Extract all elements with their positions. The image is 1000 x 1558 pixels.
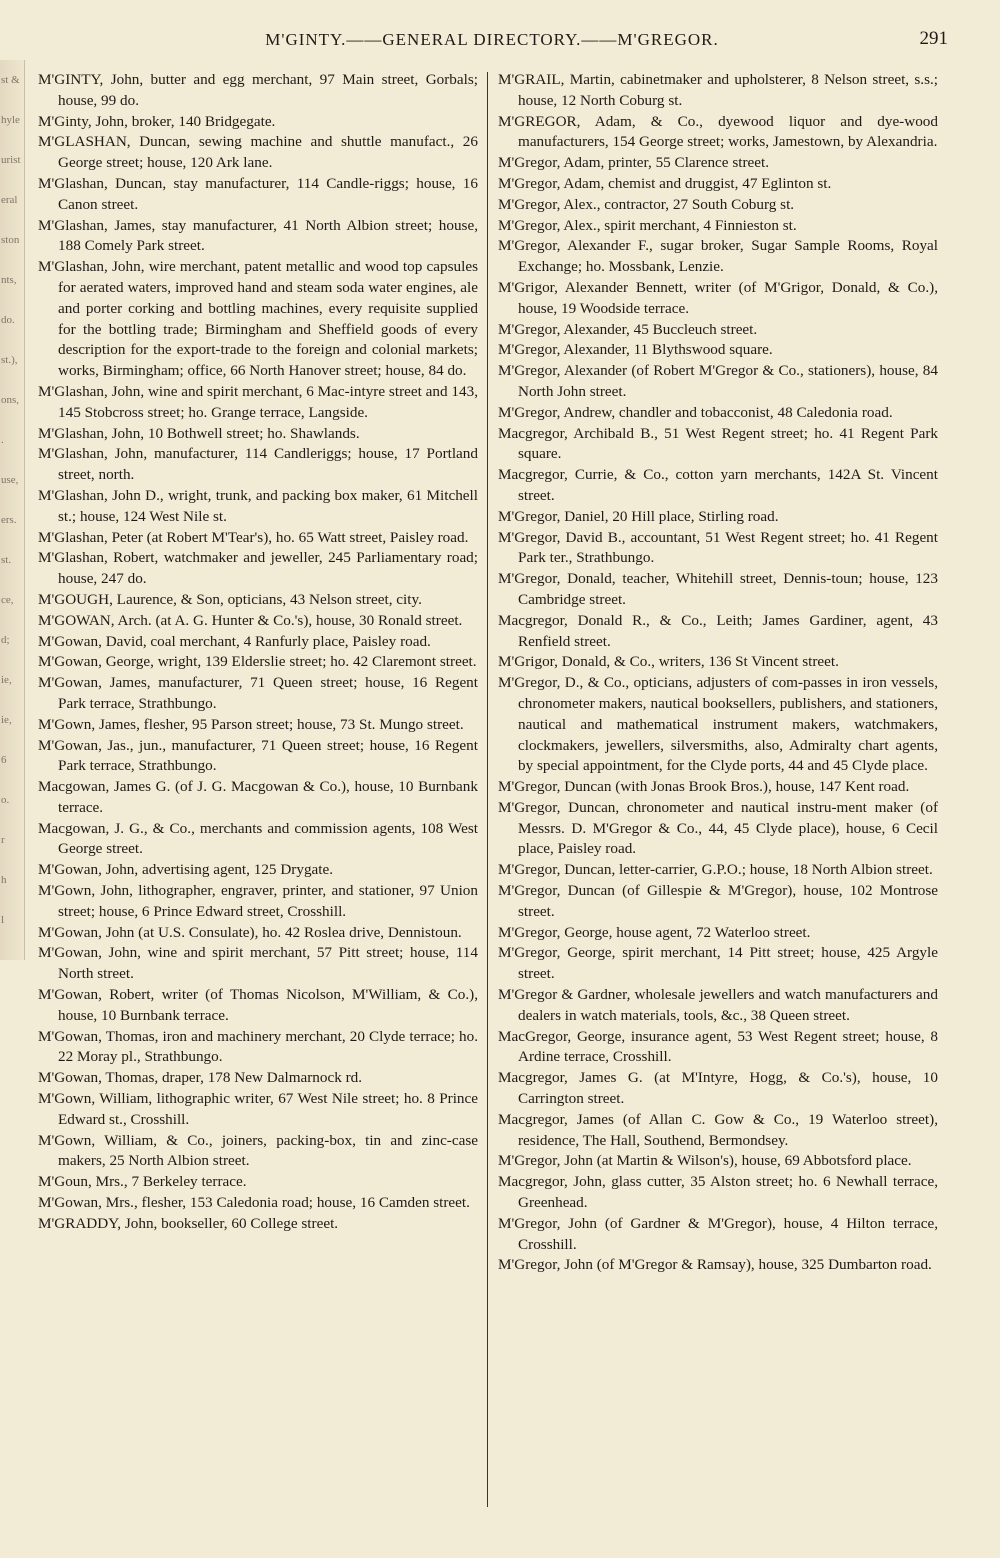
gutter-fragment: st.: [1, 554, 12, 566]
directory-entry: M'Glashan, John, wine and spirit merchant, 6 Mac-intyre street and 143, 145 Stobcross street; ho. Grange terrace, Langside.: [38, 382, 478, 421]
directory-entry: M'Gowan, Thomas, draper, 178 New Dalmarnock rd.: [38, 1069, 363, 1087]
gutter-fragment: nts,: [1, 274, 17, 286]
directory-entry: M'Glashan, Duncan, stay manufacturer, 114 Candle-riggs; house, 16 Canon street.: [38, 174, 478, 213]
directory-entry: M'Gregor, Adam, printer, 55 Clarence street.: [498, 154, 770, 172]
column-divider: [487, 72, 488, 1507]
directory-entry: M'Gregor, Daniel, 20 Hill place, Stirling road.: [498, 507, 779, 525]
gutter-fragment: ie,: [1, 714, 12, 726]
directory-entry: M'Glashan, John, manufacturer, 114 Candleriggs; house, 17 Portland street, north.: [38, 445, 478, 484]
directory-entry: M'Gowan, Robert, writer (of Thomas Nicolson, M'William, & Co.), house, 10 Burnbank terrace.: [38, 986, 478, 1024]
gutter-fragment: hyle: [1, 114, 20, 126]
directory-entry: M'Gowan, John (at U.S. Consulate), ho. 42 Roslea drive, Dennistoun.: [38, 923, 462, 941]
directory-entry: M'Gregor & Gardner, wholesale jewellers and watch manufacturers and dealers in watch materials, tools, &c., 38 Queen street.: [498, 986, 938, 1024]
directory-entry: M'Goun, Mrs., 7 Berkeley terrace.: [38, 1173, 247, 1191]
gutter-fragment: eral: [1, 194, 18, 206]
directory-entry: M'Grigor, Donald, & Co., writers, 136 St Vincent street.: [498, 653, 839, 671]
gutter-fragment: st.),: [1, 354, 18, 366]
gutter-fragment: h: [1, 874, 7, 886]
gutter-fragment: urist: [1, 154, 21, 166]
directory-entry: M'Gowan, David, coal merchant, 4 Ranfurly place, Paisley road.: [38, 632, 431, 650]
directory-entry: M'GRAIL, Martin, cabinetmaker and upholsterer, 8 Nelson street, s.s.; house, 12 North Coburg st.: [498, 71, 938, 109]
directory-entry: M'Glashan, John, wire merchant, patent metallic and wood top capsules for aerated waters, improved hand and steam soda water engines, ale and porter corking and bottling machines, every requisite supplied for the bottling trade; Birmingham and Sheffield goods of every description for the export-trade to the foreign and colonial markets; works, Birmingham; office, 66 North Hanover street; house, 84 do.: [38, 258, 478, 380]
directory-entry: M'Ginty, John, broker, 140 Bridgegate.: [38, 112, 276, 130]
directory-entry: M'GLASHAN, Duncan, sewing machine and shuttle manufact., 26 George street; house, 120 Ark lane.: [38, 133, 478, 172]
directory-entry: M'Gregor, John (of M'Gregor & Ramsay), house, 325 Dumbarton road.: [498, 1256, 932, 1274]
directory-entry: M'Glashan, John, 10 Bothwell street; ho. Shawlands.: [38, 424, 360, 442]
directory-entry: M'Gregor, Duncan (of Gillespie & M'Gregor), house, 102 Montrose street.: [498, 882, 938, 920]
directory-entry: M'GOUGH, Laurence, & Son, opticians, 43 Nelson street, city.: [38, 590, 422, 608]
directory-entry: M'Gregor, Duncan, letter-carrier, G.P.O.; house, 18 North Albion street.: [498, 861, 933, 879]
gutter-fragment: ers.: [1, 514, 17, 526]
gutter-fragment: d;: [1, 634, 10, 646]
gutter-fragment: do.: [1, 314, 15, 326]
gutter-fragment: l: [1, 914, 5, 926]
directory-entry: M'Gown, John, lithographer, engraver, printer, and stationer, 97 Union street; house, 6 Prince Edward street, Crosshill.: [38, 882, 478, 920]
directory-entry: M'Gregor, Alexander F., sugar broker, Sugar Sample Rooms, Royal Exchange; ho. Mossbank, Lenzie.: [498, 237, 938, 276]
directory-entry: M'Gowan, George, wright, 139 Elderslie street; ho. 42 Claremont street.: [38, 653, 477, 671]
directory-entry: M'Gregor, John (of Gardner & M'Gregor), house, 4 Hilton terrace, Crosshill.: [498, 1214, 938, 1253]
directory-entry: M'GRADDY, John, bookseller, 60 College street.: [38, 1214, 339, 1232]
gutter-fragment: ie,: [1, 674, 12, 686]
gutter-fragment: 6: [1, 754, 7, 766]
directory-entry: M'Gregor, Alexander (of Robert M'Gregor & Co., stationers), house, 84 North John street.: [498, 362, 938, 400]
gutter-fragment: o.: [1, 794, 10, 806]
gutter-fragment: ons,: [1, 394, 20, 406]
directory-entry: M'Gowan, John, wine and spirit merchant, 57 Pitt street; house, 114 North street.: [38, 944, 478, 983]
directory-entry: M'Gregor, David B., accountant, 51 West Regent street; ho. 41 Regent Park ter., Strathbungo.: [498, 528, 938, 567]
directory-entry: M'GOWAN, Arch. (at A. G. Hunter & Co.'s), house, 30 Ronald street.: [38, 611, 463, 629]
running-title: M'GINTY.——GENERAL DIRECTORY.——M'GREGOR.: [265, 30, 719, 49]
gutter-fragment: st &: [1, 74, 20, 86]
page-number: 291: [919, 28, 948, 49]
directory-entry: M'Gregor, Duncan (with Jonas Brook Bros.), house, 147 Kent road.: [498, 778, 910, 796]
directory-entry: MacGregor, George, insurance agent, 53 West Regent street; house, 8 Ardine terrace, Crosshill.: [498, 1027, 938, 1066]
directory-entry: M'Gregor, Alex., spirit merchant, 4 Finnieston st.: [498, 216, 797, 234]
directory-entry: M'Gregor, Alexander, 45 Buccleuch street.: [498, 320, 758, 338]
directory-entry: Macgregor, Currie, & Co., cotton yarn merchants, 142A St. Vincent street.: [498, 466, 938, 504]
directory-entry: M'Gowan, James, manufacturer, 71 Queen street; house, 16 Regent Park terrace, Strathbungo.: [38, 674, 478, 712]
directory-entry: Macgregor, Archibald B., 51 West Regent street; ho. 41 Regent Park square.: [498, 424, 938, 463]
directory-entry: M'GREGOR, Adam, & Co., dyewood liquor and dye-wood manufacturers, 154 George street; works, Jamestown, by Alexandria.: [498, 112, 938, 151]
right-column: [498, 70, 938, 1514]
gutter-fragment: ston: [1, 234, 20, 246]
directory-entry: M'Gregor, D., & Co., opticians, adjusters of com-passes in iron vessels, chronometer makers, nautical booksellers, publishers, and stationers, nautical and mathematical instrument makers, watchmakers, clockmakers, jewellers, silversmiths, also, Admiralty chart agents, by special appointment, for the Clyde ports, 44 and 45 Clyde place.: [498, 674, 938, 775]
directory-entry: M'Gregor, Adam, chemist and druggist, 47 Eglinton st.: [498, 174, 832, 192]
left-column: [38, 70, 478, 1514]
directory-entry: Macgowan, J. G., & Co., merchants and commission agents, 108 West George street.: [38, 819, 478, 858]
directory-entry: M'Glashan, John D., wright, trunk, and packing box maker, 61 Mitchell st.; house, 124 West Nile st.: [38, 486, 478, 525]
directory-entry: M'Gowan, Jas., jun., manufacturer, 71 Queen street; house, 16 Regent Park terrace, Strathbungo.: [38, 736, 478, 775]
directory-entry: M'Gown, William, & Co., joiners, packing-box, tin and zinc-case makers, 25 North Albion street.: [38, 1131, 478, 1170]
directory-entry: M'Glashan, Robert, watchmaker and jeweller, 245 Parliamentary road; house, 247 do.: [38, 549, 478, 588]
directory-entry: M'Gowan, Mrs., flesher, 153 Caledonia road; house, 16 Camden street.: [38, 1194, 470, 1212]
directory-entry: M'Gowan, John, advertising agent, 125 Drygate.: [38, 861, 334, 879]
directory-entry: M'Gregor, George, house agent, 72 Waterloo street.: [498, 923, 811, 941]
gutter-fragment: .: [1, 434, 4, 446]
gutter-fragment: ce,: [1, 594, 14, 606]
directory-entry: Macgregor, John, glass cutter, 35 Alston street; ho. 6 Newhall terrace, Greenhead.: [498, 1173, 938, 1212]
directory-entry: M'Gown, James, flesher, 95 Parson street; house, 73 St. Mungo street.: [38, 715, 464, 733]
directory-entry: Macgregor, Donald R., & Co., Leith; James Gardiner, agent, 43 Renfield street.: [498, 611, 938, 650]
directory-entry: M'Gowan, Thomas, iron and machinery merchant, 20 Clyde terrace; ho. 22 Moray pl., Strathbungo.: [38, 1027, 478, 1066]
directory-entry: M'Gown, William, lithographic writer, 67 West Nile street; ho. 8 Prince Edward st., Crosshill.: [38, 1090, 478, 1128]
directory-entry: Macgowan, James G. (of J. G. Macgowan & Co.), house, 10 Burnbank terrace.: [38, 778, 478, 816]
page-header: [36, 28, 948, 54]
directory-entry: M'Glashan, James, stay manufacturer, 41 North Albion street; house, 188 Comely Park street.: [38, 216, 478, 255]
directory-entry: M'Gregor, Andrew, chandler and tobacconist, 48 Caledonia road.: [498, 403, 893, 421]
directory-entry: Macgregor, James (of Allan C. Gow & Co., 19 Waterloo street), residence, The Hall, Southend, Bermondsey.: [498, 1110, 938, 1149]
directory-entry: Macgregor, James G. (at M'Intyre, Hogg, & Co.'s), house, 10 Carrington street.: [498, 1069, 938, 1108]
binding-gutter: [0, 60, 25, 960]
directory-entry: M'Gregor, George, spirit merchant, 14 Pitt street; house, 425 Argyle street.: [498, 944, 938, 983]
directory-entry: M'Gregor, Donald, teacher, Whitehill street, Dennis-toun; house, 123 Cambridge street.: [498, 570, 938, 608]
directory-entry: M'Gregor, Duncan, chronometer and nautical instru-ment maker (of Messrs. D. M'Gregor & Co., 44, 45 Clyde place), house, 6 Cecil place, Paisley road.: [498, 798, 938, 858]
directory-entry: M'Glashan, Peter (at Robert M'Tear's), ho. 65 Watt street, Paisley road.: [38, 528, 469, 546]
directory-entry: M'GINTY, John, butter and egg merchant, 97 Main street, Gorbals; house, 99 do.: [38, 71, 478, 109]
gutter-fragment: r: [1, 834, 5, 846]
directory-entry: M'Gregor, John (at Martin & Wilson's), house, 69 Abbotsford place.: [498, 1152, 912, 1170]
directory-entry: M'Grigor, Alexander Bennett, writer (of M'Grigor, Donald, & Co.), house, 19 Woodside terrace.: [498, 278, 938, 317]
directory-entry: M'Gregor, Alexander, 11 Blythswood square.: [498, 341, 773, 359]
gutter-fragment: use,: [1, 474, 19, 486]
directory-entry: M'Gregor, Alex., contractor, 27 South Coburg st.: [498, 195, 795, 213]
